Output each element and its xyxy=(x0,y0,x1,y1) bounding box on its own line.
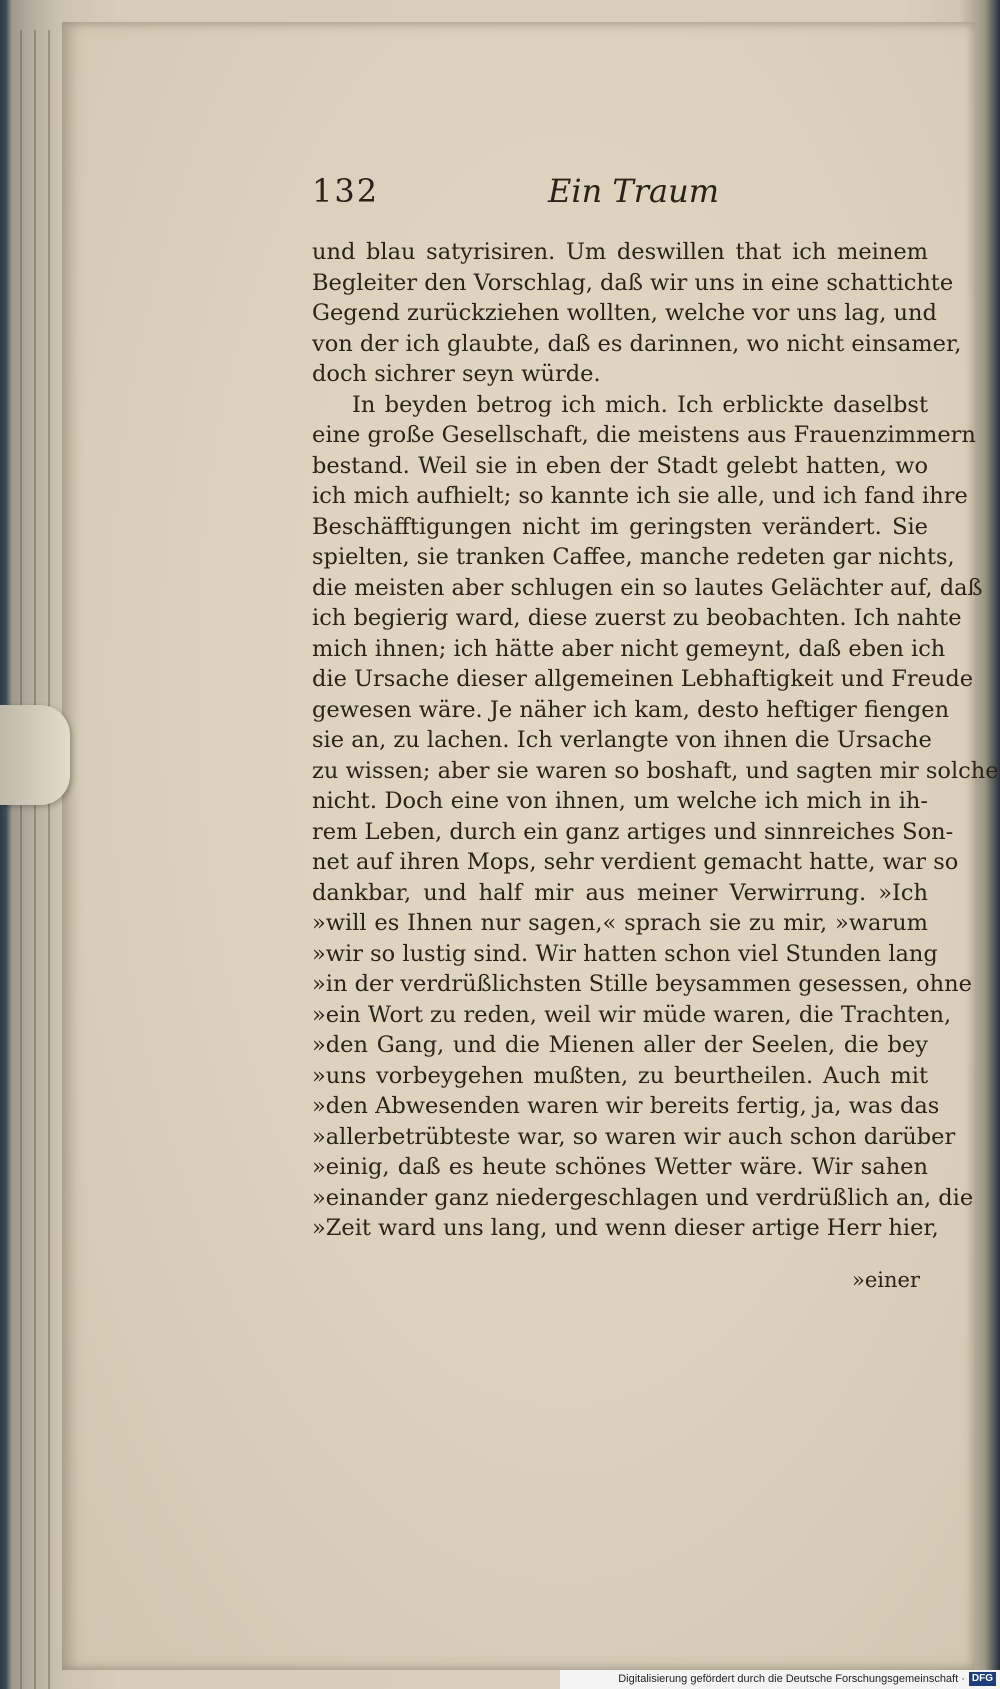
text-line: »einig, daß es heute schönes Wetter wäre. Wir sahen xyxy=(312,1154,928,1180)
text-line: »uns vorbeygehen mußten, zu beurtheilen. Auch mit xyxy=(312,1062,928,1089)
text-line: »ein Wort zu reden, weil wir müde waren, die Trachten, xyxy=(312,1001,952,1028)
text-line: net auf ihren Mops, sehr verdient gemacht hatte, war so xyxy=(312,849,959,875)
text-line: zu wissen; aber sie waren so boshaft, und sagten mir solche xyxy=(312,757,999,784)
text-line: und blau satyrisiren. Um deswillen that ich meinem xyxy=(312,239,928,265)
text-line: sie an, zu lachen. Ich verlangte von ihnen die Ursache xyxy=(312,727,932,753)
text-line: die Ursache dieser allgemeinen Lebhaftigkeit und Freude xyxy=(312,666,974,692)
running-title: Ein Traum xyxy=(548,172,720,210)
page-number: 132 xyxy=(312,172,380,210)
text-line: Gegend zurückziehen wollten, welche vor uns lag, und xyxy=(312,300,937,326)
text-line: »den Abwesenden waren wir bereits fertig, ja, was das xyxy=(312,1093,940,1119)
text-line: ich begierig ward, diese zuerst zu beobachten. Ich nahte xyxy=(312,605,962,631)
text-line: In beyden betrog ich mich. Ich erblickte daselbst xyxy=(352,391,928,418)
text-line: Begleiter den Vorschlag, daß wir uns in eine schattichte xyxy=(312,269,954,296)
text-line: von der ich glaubte, daß es darinnen, wo nicht einsamer, xyxy=(312,330,962,357)
text-line: »den Gang, und die Mienen aller der Seelen, die bey xyxy=(312,1032,928,1058)
page-edge xyxy=(20,30,22,1689)
text-line: rem Leben, durch ein ganz artiges und sinnreiches Son- xyxy=(312,818,954,845)
dfg-logo: DFG xyxy=(969,1672,996,1686)
text-line: »will es Ihnen nur sagen,« sprach sie zu mir, »warum xyxy=(312,910,928,936)
text-line: »wir so lustig sind. Wir hatten schon viel Stunden lang xyxy=(312,940,938,967)
text-line: »Zeit ward uns lang, und wenn dieser artige Herr hier, xyxy=(312,1215,939,1241)
text-line: bestand. Weil sie in eben der Stadt gelebt hatten, wo xyxy=(312,452,928,479)
text-line: nicht. Doch eine von ihnen, um welche ich mich in ih- xyxy=(312,788,928,814)
text-line: »einander ganz niedergeschlagen und verdrüßlich an, die xyxy=(312,1184,974,1211)
text-line: ich mich aufhielt; so kannte ich sie alle, und ich fand ihre xyxy=(312,483,968,509)
text-line: gewesen wäre. Je näher ich kam, desto heftiger fiengen xyxy=(312,696,950,723)
digitization-credit xyxy=(560,1670,1000,1689)
text-line: mich ihnen; ich hätte aber nicht gemeynt, daß eben ich xyxy=(312,635,946,662)
page-edge xyxy=(48,30,50,1689)
text-line: eine große Gesellschaft, die meistens aus Frauenzimmern xyxy=(312,422,976,448)
text-line: dankbar, und half mir aus meiner Verwirrung. »Ich xyxy=(312,879,928,906)
text-line: Beschäfftigungen nicht im geringsten verändert. Sie xyxy=(312,513,928,540)
text-line: doch sichrer seyn würde. xyxy=(312,361,601,387)
body-text xyxy=(312,237,999,1244)
page-marker-tab xyxy=(0,705,70,805)
page-edge xyxy=(34,30,36,1689)
text-line: spielten, sie tranken Caffee, manche redeten gar nichts, xyxy=(312,544,955,570)
text-line: die meisten aber schlugen ein so lautes Gelächter auf, daß xyxy=(312,574,983,601)
text-line: »in der verdrüßlichsten Stille beysammen gesessen, ohne xyxy=(312,971,972,997)
catchword: »einer xyxy=(852,1268,920,1292)
page-header xyxy=(312,172,928,222)
credit-text: Digitalisierung gefördert durch die Deutsche Forschungsgemeinschaft · xyxy=(618,1673,965,1685)
text-line: »allerbetrübteste war, so waren wir auch schon darüber xyxy=(312,1123,956,1150)
